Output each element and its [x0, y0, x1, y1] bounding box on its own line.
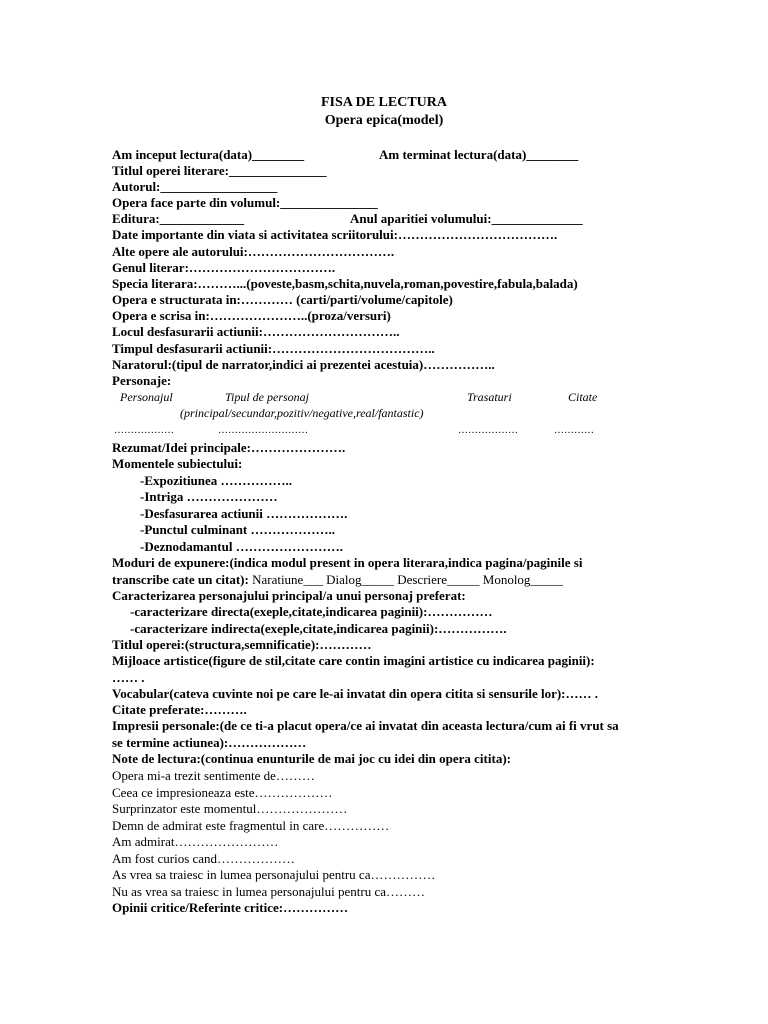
- char-header-type: Tipul de personaj: [225, 390, 310, 404]
- char-subheader: (principal/secundar,pozitiv/negative,real/fantastic): [180, 406, 424, 420]
- species-field: Specia literara:………...(poveste,basm,schita,nuvela,roman,povestire,fabula,balada): [112, 276, 578, 291]
- start-date-field: Am inceput lectura(data)________: [112, 147, 305, 162]
- char-header-traits: Trasaturi: [467, 390, 512, 404]
- note-item: Nu as vrea sa traiesc in lumea personajului pentru ca………: [112, 884, 425, 899]
- title-meaning-field: Titlul operei:(structura,semnificatie):…………: [112, 637, 372, 652]
- modes-line-2: [112, 572, 563, 587]
- artistic-line-1: Mijloace artistice(figure de stil,citate care contin imagini artistice cu indicarea paginii):: [112, 653, 595, 668]
- vocab-field: Vocabular(cateva cuvinte noi pe care le-ai invatat din opera citita si sensurile lor):…… .: [112, 686, 599, 701]
- note-item: Ceea ce impresioneaza este………………: [112, 785, 333, 800]
- impressions-line-1: Impresii personale:(de ce ti-a placut opera/ce ai invatat din aceasta lectura/cum ai fi vrut sa: [112, 718, 619, 733]
- char-dots-name: ………………: [114, 425, 174, 436]
- characterization-direct: -caracterizare directa(exeple,citate,indicarea paginii):……………: [130, 604, 493, 619]
- publisher-field: Editura:_____________: [112, 211, 245, 226]
- char-header-quotes: Citate: [568, 390, 598, 404]
- note-item: Opera mi-a trezit sentimente de………: [112, 768, 315, 783]
- moment-item: -Deznodamantul …………………….: [140, 539, 343, 554]
- moments-label: Momentele subiectului:: [112, 456, 243, 471]
- end-date-field: Am terminat lectura(data)________: [379, 147, 579, 162]
- characterization-label: Caracterizarea personajului principal/a unui personaj preferat:: [112, 588, 466, 603]
- critics-field: Opinii critice/Referinte critice:……………: [112, 900, 349, 915]
- note-item: As vrea sa traiesc in lumea personajului pentru ca……………: [112, 867, 436, 882]
- structure-field: Opera e structurata in:………… (carti/parti/volume/capitole): [112, 292, 453, 307]
- characters-label: Personaje:: [112, 373, 172, 388]
- summary-field: Rezumat/Idei principale:………………….: [112, 440, 346, 455]
- moment-item: -Punctul culminant ………………..: [140, 522, 336, 537]
- note-item: Am admirat……………………: [112, 834, 279, 849]
- place-field: Locul desfasurarii actiunii:…………………………..: [112, 324, 400, 339]
- note-item: Am fost curios cand………………: [112, 851, 296, 866]
- char-dots-type: ………………………: [218, 425, 308, 436]
- modes-line-1: Moduri de expunere:(indica modul present in opera literara,indica pagina/paginile si: [112, 555, 583, 570]
- other-works-field: Alte opere ale autorului:…………………………….: [112, 244, 395, 259]
- char-header-name: Personajul: [120, 390, 173, 404]
- moment-item: -Desfasurarea actiunii ……………….: [140, 506, 348, 521]
- modes-line-2-options: Naratiune___ Dialog_____ Descriere_____ Monolog_____: [248, 572, 563, 587]
- characterization-indirect: -caracterizare indirecta(exeple,citate,indicarea paginii):…………….: [130, 621, 507, 636]
- document-title: FISA DE LECTURA: [320, 95, 448, 110]
- modes-line-2-bold: transcribe cate un citat):: [112, 572, 249, 587]
- moment-item: -Expozitiunea ……………..: [140, 473, 293, 488]
- impressions-line-2: se termine actiunea):………………: [112, 735, 307, 750]
- moment-item: -Intriga …………………: [140, 489, 278, 504]
- note-item: Demn de admirat este fragmentul in care……………: [112, 818, 390, 833]
- year-field: Anul aparitiei volumului:______________: [350, 211, 583, 226]
- bio-field: Date importante din viata si activitatea scriitorului:……………………………….: [112, 227, 558, 242]
- char-dots-traits: ………………: [458, 425, 518, 436]
- document-subtitle: Opera epica(model): [324, 113, 444, 128]
- time-field: Timpul desfasurarii actiunii:………………………………..: [112, 341, 435, 356]
- notes-label: Note de lectura:(continua enunturile de mai joc cu idei din opera citita):: [112, 751, 511, 766]
- written-field: Opera e scrisa in:…………………..(proza/versuri): [112, 308, 391, 323]
- author-field: Autorul:__________________: [112, 179, 278, 194]
- note-item: Surprinzator este momentul…………………: [112, 801, 348, 816]
- char-dots-quotes: …………: [554, 425, 594, 436]
- volume-field: Opera face parte din volumul:_______________: [112, 195, 378, 210]
- genre-field: Genul literar:…………………………….: [112, 260, 336, 275]
- quotes-field: Citate preferate:……….: [112, 702, 247, 717]
- narrator-field: Naratorul:(tipul de narrator,indici ai prezentei acestuia)……………..: [112, 357, 495, 372]
- artistic-line-2: …… .: [112, 670, 145, 685]
- work-title-field: Titlul operei literare:_______________: [112, 163, 327, 178]
